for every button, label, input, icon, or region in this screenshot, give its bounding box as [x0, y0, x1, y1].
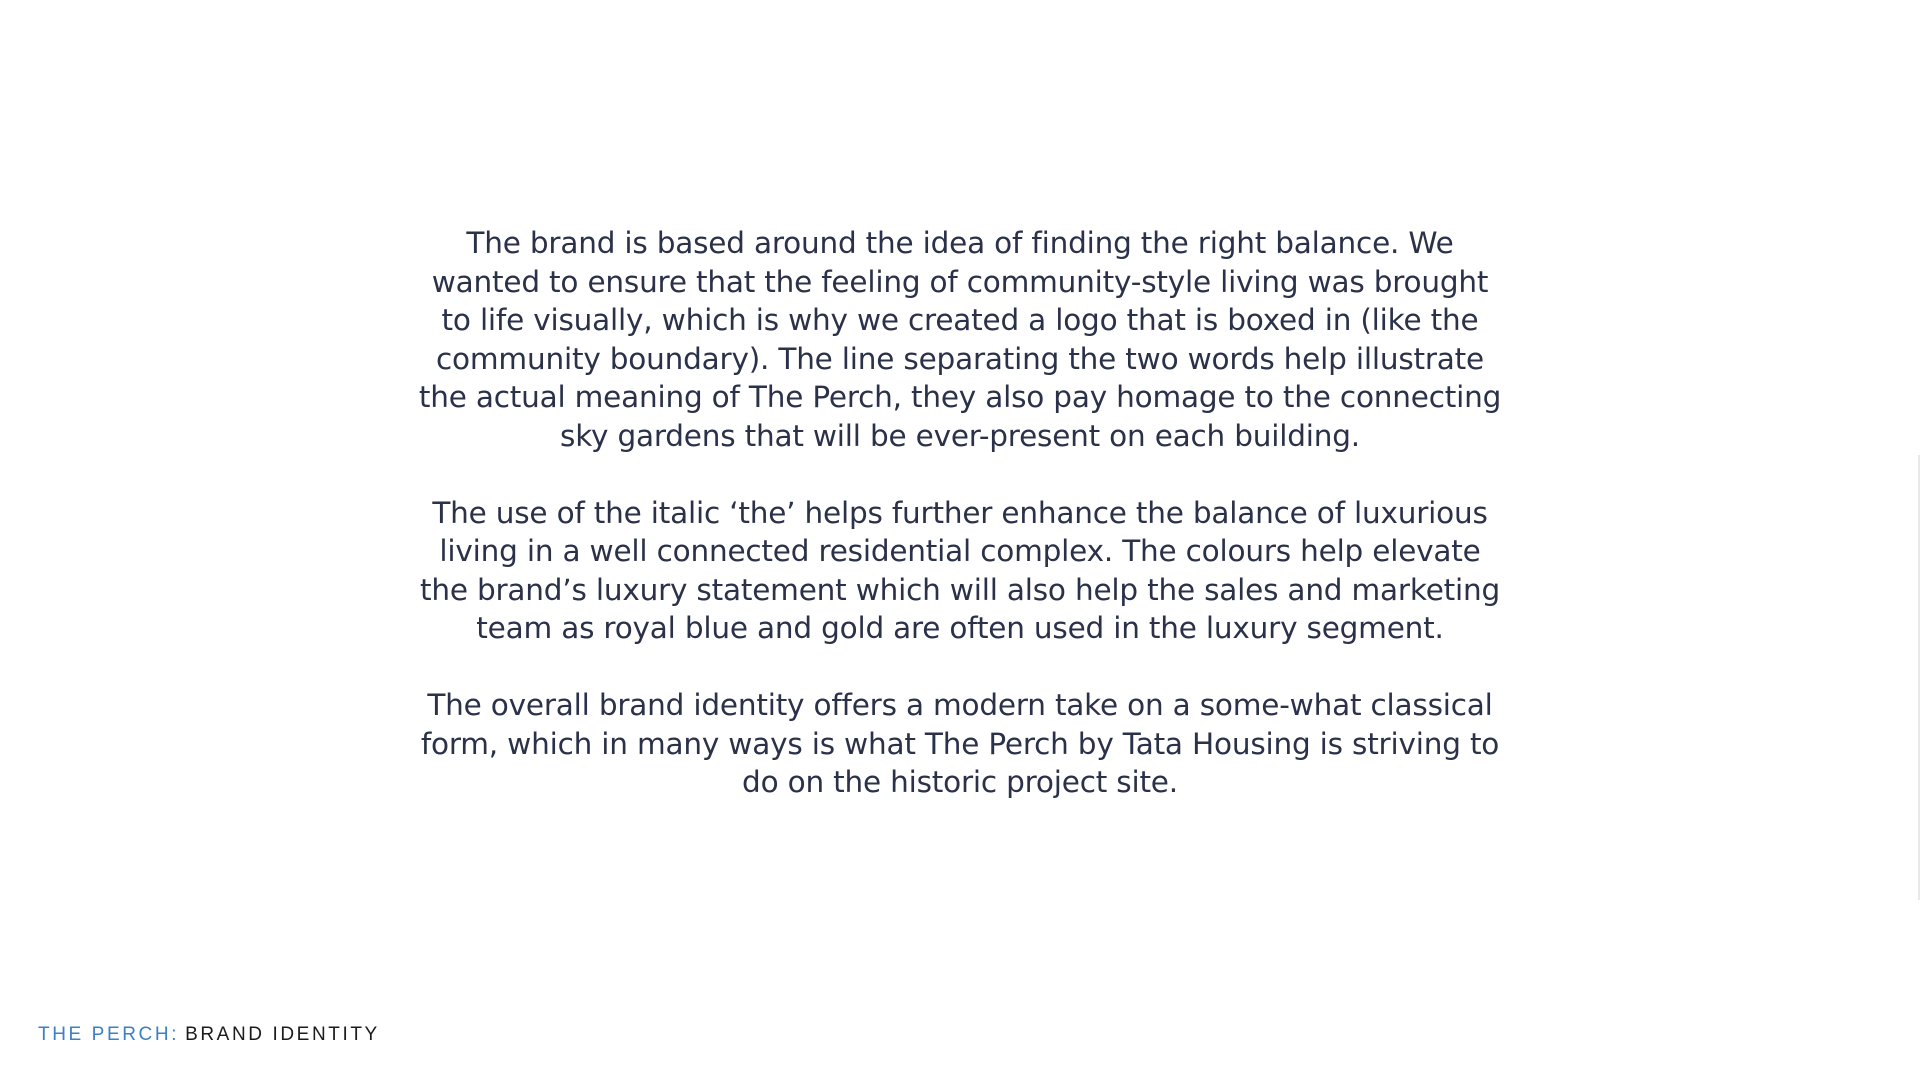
text-line: the brand’s luxury statement which will also help the sales and marketing	[419, 572, 1501, 607]
paragraph-italic-the	[400, 494, 1520, 648]
text-line: do on the historic project site.	[742, 765, 1178, 799]
paragraph-brand-balance	[400, 224, 1520, 455]
text-line: team as royal blue and gold are often used in the luxury segment.	[476, 611, 1444, 645]
brand-description	[400, 224, 1520, 840]
text-line: The use of the italic ‘the’ helps further enhance the balance of luxurious	[432, 495, 1488, 530]
text-line: The overall brand identity offers a modern take on a some-what classical	[427, 688, 1493, 722]
text-line: to life visually, which is why we created a logo that is boxed in (like the	[441, 303, 1479, 337]
footer-brand-label: THE PERCH:	[38, 1024, 180, 1045]
text-line: community boundary). The line separating the two words help illustrate	[436, 341, 1484, 376]
text-line: living in a well connected residential complex. The colours help elevate	[439, 534, 1481, 568]
text-line: wanted to ensure that the feeling of community-style living was brought	[431, 264, 1489, 299]
paragraph-overall-identity	[400, 686, 1520, 802]
text-line: sky gardens that will be ever-present on each building.	[560, 418, 1360, 453]
text-line: the actual meaning of The Perch, they also pay homage to the connecting	[418, 380, 1502, 414]
text-line: form, which in many ways is what The Perch by Tata Housing is striving to	[420, 726, 1500, 761]
text-line: The brand is based around the idea of finding the right balance. We	[466, 226, 1454, 260]
footer-section-label: BRAND IDENTITY	[185, 1024, 380, 1045]
footer-caption	[38, 1024, 380, 1046]
